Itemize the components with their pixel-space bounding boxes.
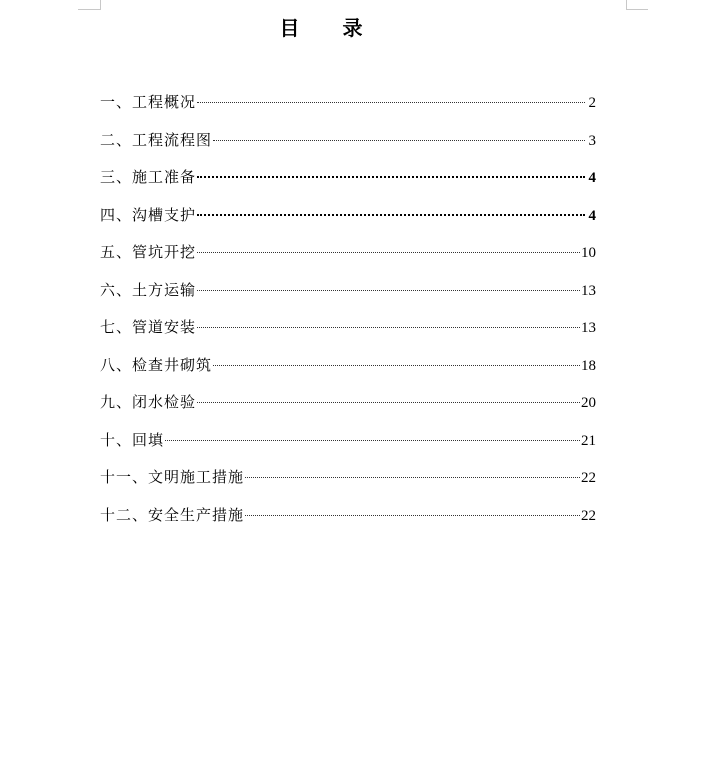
toc-entry[interactable] <box>100 127 596 165</box>
toc-entry-page: 22 <box>581 507 596 524</box>
toc-entry[interactable] <box>100 202 596 240</box>
toc-entry-page: 3 <box>588 132 596 149</box>
toc-entry-page: 2 <box>588 95 596 111</box>
toc-entry-label: 十一、文明施工措施 <box>100 468 245 486</box>
toc-entry-page: 13 <box>581 282 596 299</box>
toc-dot-leader <box>165 440 580 441</box>
toc-dot-leader <box>213 140 585 141</box>
toc-entry-page: 10 <box>581 245 596 261</box>
toc-list <box>100 89 596 539</box>
toc-entry[interactable] <box>100 89 596 127</box>
toc-entry[interactable] <box>100 352 596 390</box>
toc-entry-page: 4 <box>588 207 596 224</box>
toc-entry-page: 22 <box>581 470 596 486</box>
toc-dot-leader <box>197 290 580 291</box>
toc-dot-leader <box>245 515 580 516</box>
crop-mark-top-right-horizontal <box>626 9 648 10</box>
toc-dot-leader <box>197 327 580 328</box>
toc-entry[interactable] <box>100 314 596 352</box>
toc-entry[interactable] <box>100 502 596 540</box>
crop-mark-top-left-horizontal <box>78 9 100 10</box>
toc-entry[interactable] <box>100 389 596 427</box>
toc-entry[interactable] <box>100 277 596 315</box>
toc-entry[interactable] <box>100 427 596 465</box>
toc-dot-leader <box>245 477 580 478</box>
toc-entry[interactable] <box>100 164 596 202</box>
toc-dot-leader <box>213 365 580 366</box>
toc-entry[interactable] <box>100 464 596 502</box>
toc-entry-label: 五、管坑开挖 <box>100 243 197 261</box>
toc-entry-page: 21 <box>581 432 596 449</box>
crop-mark-top-left-vertical <box>100 0 101 10</box>
toc-entry-label: 三、施工准备 <box>100 168 197 186</box>
toc-dot-leader <box>197 214 585 216</box>
toc-entry-page: 18 <box>581 357 596 374</box>
toc-dot-leader <box>197 102 585 103</box>
toc-entry-label: 八、检查井砌筑 <box>100 355 213 374</box>
toc-entry-label: 十、回填 <box>100 430 165 449</box>
toc-entry-label: 一、工程概况 <box>100 93 197 111</box>
toc-dot-leader <box>197 176 585 178</box>
toc-entry-page: 13 <box>581 320 596 336</box>
toc-dot-leader <box>197 252 580 253</box>
toc-entry[interactable] <box>100 239 596 277</box>
toc-title: 目 录 <box>279 16 381 40</box>
toc-entry-label: 七、管道安装 <box>100 318 197 336</box>
toc-dot-leader <box>197 402 580 403</box>
toc-entry-page: 20 <box>581 395 596 411</box>
toc-entry-page: 4 <box>588 170 596 186</box>
toc-entry-label: 九、闭水检验 <box>100 393 197 411</box>
toc-entry-label: 十二、安全生产措施 <box>100 505 245 524</box>
toc-entry-label: 二、工程流程图 <box>100 130 213 149</box>
toc-entry-label: 四、沟槽支护 <box>100 205 197 224</box>
toc-entry-label: 六、土方运输 <box>100 280 197 299</box>
